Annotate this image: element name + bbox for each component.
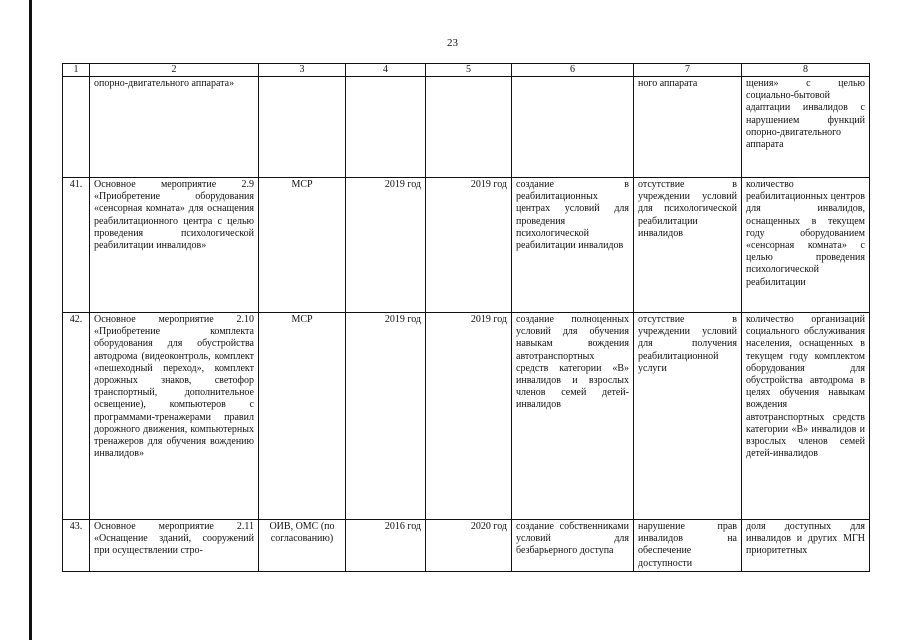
- indicator: щения» с целью социально-бытовой адаптации инвалидов с нарушением функций опорно-двигательного аппарата: [742, 77, 870, 178]
- table-row: [63, 178, 870, 313]
- row-number: 42.: [63, 313, 90, 520]
- program-activities-table: [62, 63, 870, 572]
- start-year: 2019 год: [346, 178, 426, 313]
- column-number: 4: [346, 64, 426, 77]
- executor: МСР: [259, 313, 346, 520]
- executor: ОИВ, ОМС (по согласованию): [259, 520, 346, 572]
- consequence: отсутствие в учреждении условий для получения реабилитационной услуги: [634, 313, 742, 520]
- activity-name: Основное мероприятие 2.11 «Оснащение зданий, сооружений при осуществлении стро-: [90, 520, 259, 572]
- table-row: [63, 313, 870, 520]
- indicator: количество организаций социального обслуживания населения, оснащенных в текущем году комплектом оборудования для обустройства автодрома в целях обучения навыкам вождения автотранспортных средств категории «В» инвалидов и взрослых членов семей детей-инвалидов: [742, 313, 870, 520]
- table-row: [63, 77, 870, 178]
- indicator: количество реабилитационных центров для инвалидов, оснащенных в текущем году оборудованием «сенсорная комната» с целью проведения психологической реабилитации: [742, 178, 870, 313]
- row-number: 43.: [63, 520, 90, 572]
- start-year: 2016 год: [346, 520, 426, 572]
- column-number: 5: [426, 64, 512, 77]
- start-year: [346, 77, 426, 178]
- indicator: доля доступных для инвалидов и других МГН приоритетных: [742, 520, 870, 572]
- column-number-row: [63, 64, 870, 77]
- scan-edge: [29, 0, 32, 640]
- consequence: ного аппарата: [634, 77, 742, 178]
- activity-name: опорно-двигательного аппарата»: [90, 77, 259, 178]
- activity-name: Основное мероприятие 2.10 «Приобретение комплекта оборудования для обустройства автодрома (видеоконтроль, комплект «пешеходный переход», комплект дорожных знаков, светофор транспортный, дополнительное освещение), компьютеров с программами-тренажерами правил дорожного движения, компьютерных тренажеров для обучения вождению инвалидов»: [90, 313, 259, 520]
- expected-result: [512, 77, 634, 178]
- executor: МСР: [259, 178, 346, 313]
- end-year: 2019 год: [426, 178, 512, 313]
- column-number: 1: [63, 64, 90, 77]
- column-number: 6: [512, 64, 634, 77]
- expected-result: создание в реабилитационных центрах условий для проведения психологической реабилитации инвалидов: [512, 178, 634, 313]
- expected-result: создание собственниками условий для безбарьерного доступа: [512, 520, 634, 572]
- column-number: 3: [259, 64, 346, 77]
- page-number: 23: [447, 37, 458, 49]
- column-number: 7: [634, 64, 742, 77]
- start-year: 2019 год: [346, 313, 426, 520]
- end-year: [426, 77, 512, 178]
- expected-result: создание полноценных условий для обучения навыкам вождения автотранспортных средств категории «В» инвалидов и взрослых членов семей детей-инвалидов: [512, 313, 634, 520]
- column-number: 2: [90, 64, 259, 77]
- row-number: 41.: [63, 178, 90, 313]
- consequence: нарушение прав инвалидов на обеспечение доступности: [634, 520, 742, 572]
- column-number: 8: [742, 64, 870, 77]
- executor: [259, 77, 346, 178]
- consequence: отсутствие в учреждении условий для психологической реабилитации инвалидов: [634, 178, 742, 313]
- end-year: 2020 год: [426, 520, 512, 572]
- row-number: [63, 77, 90, 178]
- table-row: [63, 520, 870, 572]
- end-year: 2019 год: [426, 313, 512, 520]
- activity-name: Основное мероприятие 2.9 «Приобретение оборудования «сенсорная комната» для оснащения реабилитационного центра с целью проведения психологической реабилитации инвалидов»: [90, 178, 259, 313]
